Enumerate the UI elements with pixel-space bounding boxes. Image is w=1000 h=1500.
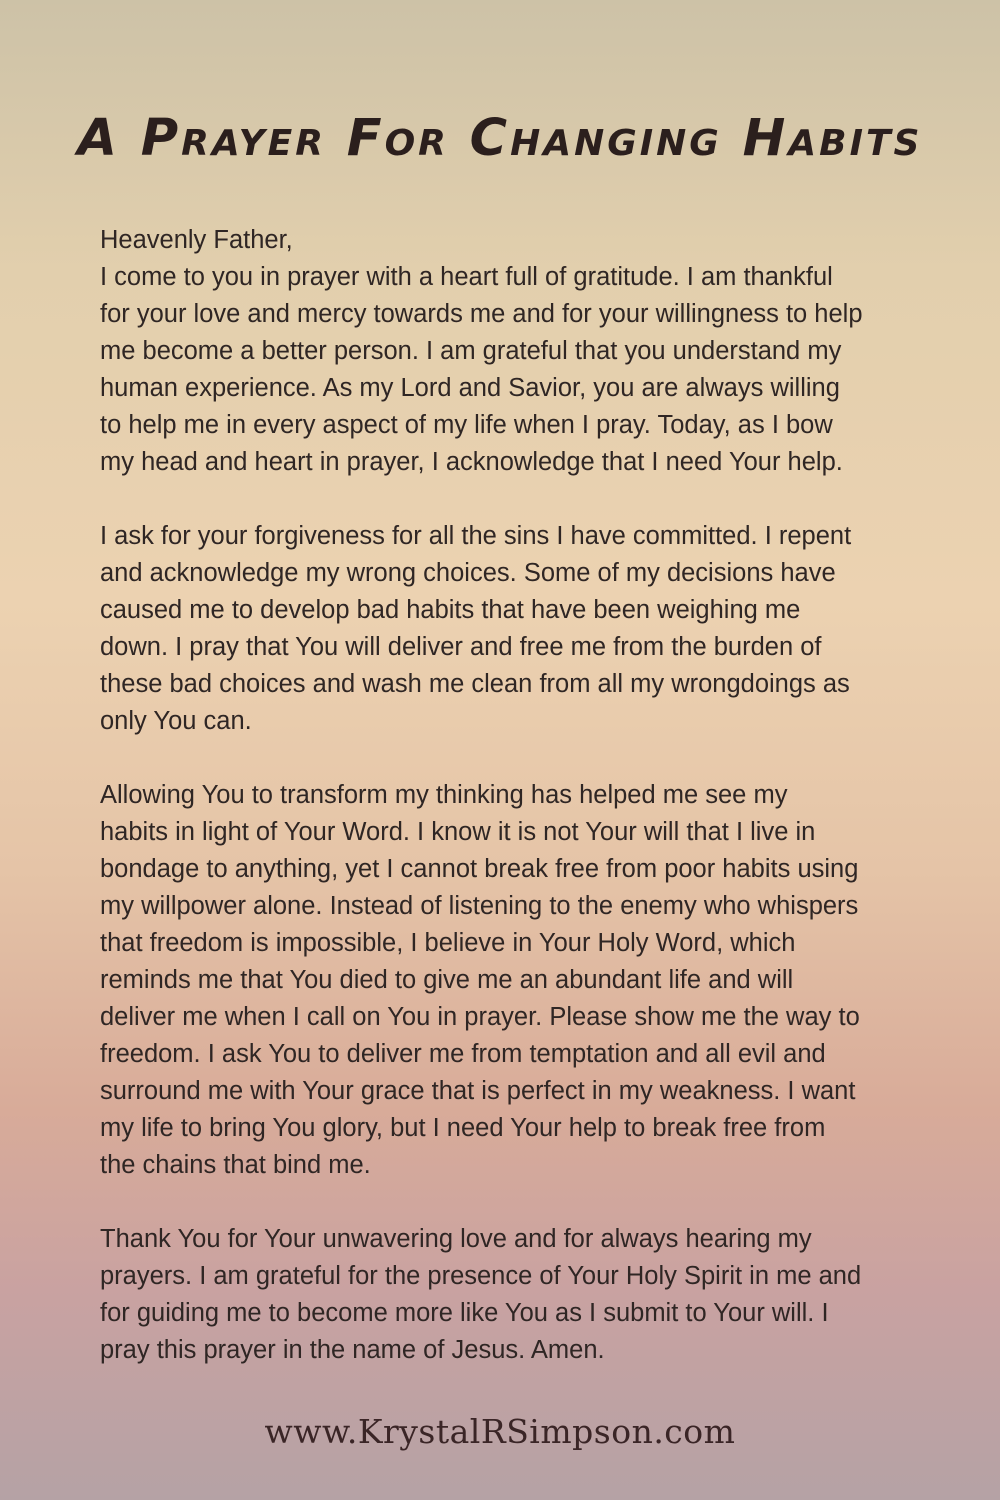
page-title: A Prayer For Changing Habits	[77, 109, 923, 168]
salutation: Heavenly Father,	[100, 226, 293, 254]
prayer-body	[100, 222, 920, 1406]
paragraph-2: I ask for your forgiveness for all the sins I have committed. I repent and acknowledge my wrong choices. Some of my decisions have caused me to develop bad habits that have been weighing me down. I pray that You will deliver and free me from the burden of these bad choices and wash me clean from all my wrongdoings as only You can.	[100, 522, 852, 735]
paragraph-3: Allowing You to transform my thinking has helped me see my habits in light of Your Word. I know it is not Your will that I live in bondage to anything, yet I cannot break free from poor habits using my willpower alone. Instead of listening to the enemy who whispers that freedom is impossible, I believe in Your Holy Word, which reminds me that You died to give me an abundant life and will deliver me when I call on You in prayer. Please show me the way to freedom. I ask You to deliver me from temptation and all evil and surround me with Your grace that is perfect in my weakness. I want my life to bring You glory, but I need Your help to break free from the chains that bind me.	[100, 781, 860, 1179]
paragraph-1: I come to you in prayer with a heart full of gratitude. I am thankful for your love and mercy towards me and for your willingness to help me become a better person. I am grateful that you understand my human experience. As my Lord and Savior, you are always willing to help me in every aspect of my life when I pray. Today, as I bow my head and heart in prayer, I acknowledge that I need Your help.	[100, 263, 863, 476]
website-url: www.KrystalRSimpson.com	[264, 1412, 736, 1451]
paragraph-4: Thank You for Your unwavering love and for always hearing my prayers. I am grateful for the presence of Your Holy Spirit in me and for guiding me to become more like You as I submit to Your will. I pray this prayer in the name of Jesus. Amen.	[100, 1225, 862, 1364]
